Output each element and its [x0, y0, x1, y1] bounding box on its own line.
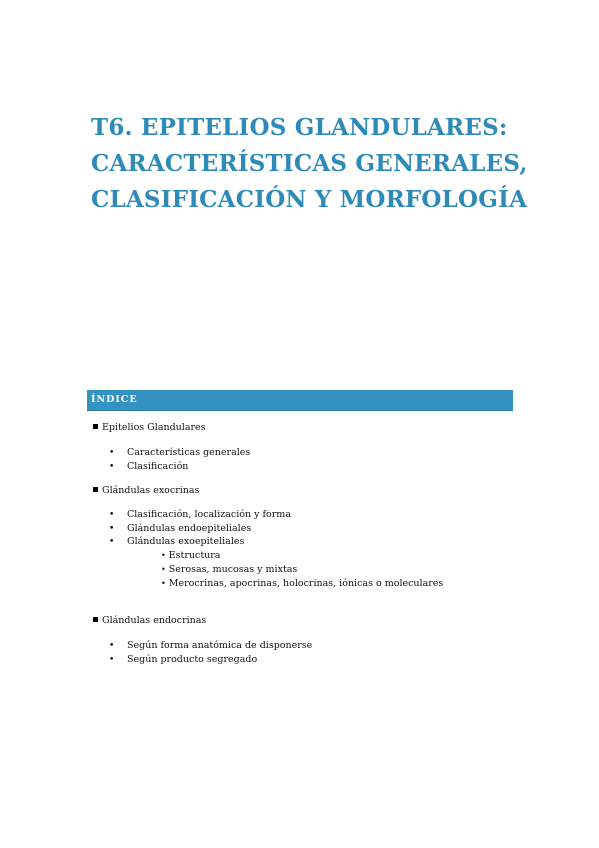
bullet-icon: •: [109, 524, 115, 534]
toc-item: Según forma anatómica de disponerse: [127, 640, 313, 651]
bullet-icon: •: [161, 565, 166, 574]
bullet-icon: •: [109, 641, 115, 651]
toc-section-exocrinas: [93, 485, 199, 497]
toc-item: Glándulas endoepiteliales: [127, 523, 252, 534]
bullet-icon: •: [109, 510, 115, 520]
square-bullet-icon: [93, 487, 98, 492]
bullet-icon: •: [109, 462, 115, 472]
bullet-icon: •: [109, 655, 115, 665]
toc-subitem: [161, 564, 297, 576]
title-line-3: CLASIFICACIÓN Y MORFOLOGÍA: [91, 186, 528, 213]
toc-subitem: [161, 578, 443, 590]
square-bullet-icon: [93, 424, 98, 429]
toc-section-epitelios: [93, 422, 206, 434]
toc-item: Clasificación: [127, 461, 189, 472]
toc-item: Características generales: [127, 447, 251, 458]
title-line-2: CARACTERÍSTICAS GENERALES,: [91, 150, 528, 177]
toc-subitem-label: Serosas, mucosas y mixtas: [168, 564, 298, 575]
toc-subitem: [161, 550, 220, 562]
toc-subitem-label: Estructura: [168, 550, 221, 561]
bullet-icon: •: [109, 537, 115, 547]
index-header: ÍNDICE: [91, 394, 138, 405]
square-bullet-icon: [93, 617, 98, 622]
toc-item: Según producto segregado: [127, 654, 258, 665]
toc-section-label: Epitelios Glandulares: [102, 422, 206, 433]
title-line-1: T6. EPITELIOS GLANDULARES:: [91, 114, 508, 141]
toc-item: Glándulas exoepiteliales: [127, 536, 245, 547]
bullet-icon: •: [161, 579, 166, 588]
bullet-icon: •: [109, 448, 115, 458]
toc-section-endocrinas: [93, 615, 206, 627]
toc-subitem-label: Merocrinas, apocrinas, holocrinas, iónicas o moleculares: [168, 578, 444, 589]
toc-item: Clasificación, localización y forma: [127, 509, 291, 520]
bullet-icon: •: [161, 551, 166, 560]
toc-section-label: Glándulas exocrinas: [102, 485, 200, 496]
toc-section-label: Glándulas endocrinas: [102, 615, 207, 626]
